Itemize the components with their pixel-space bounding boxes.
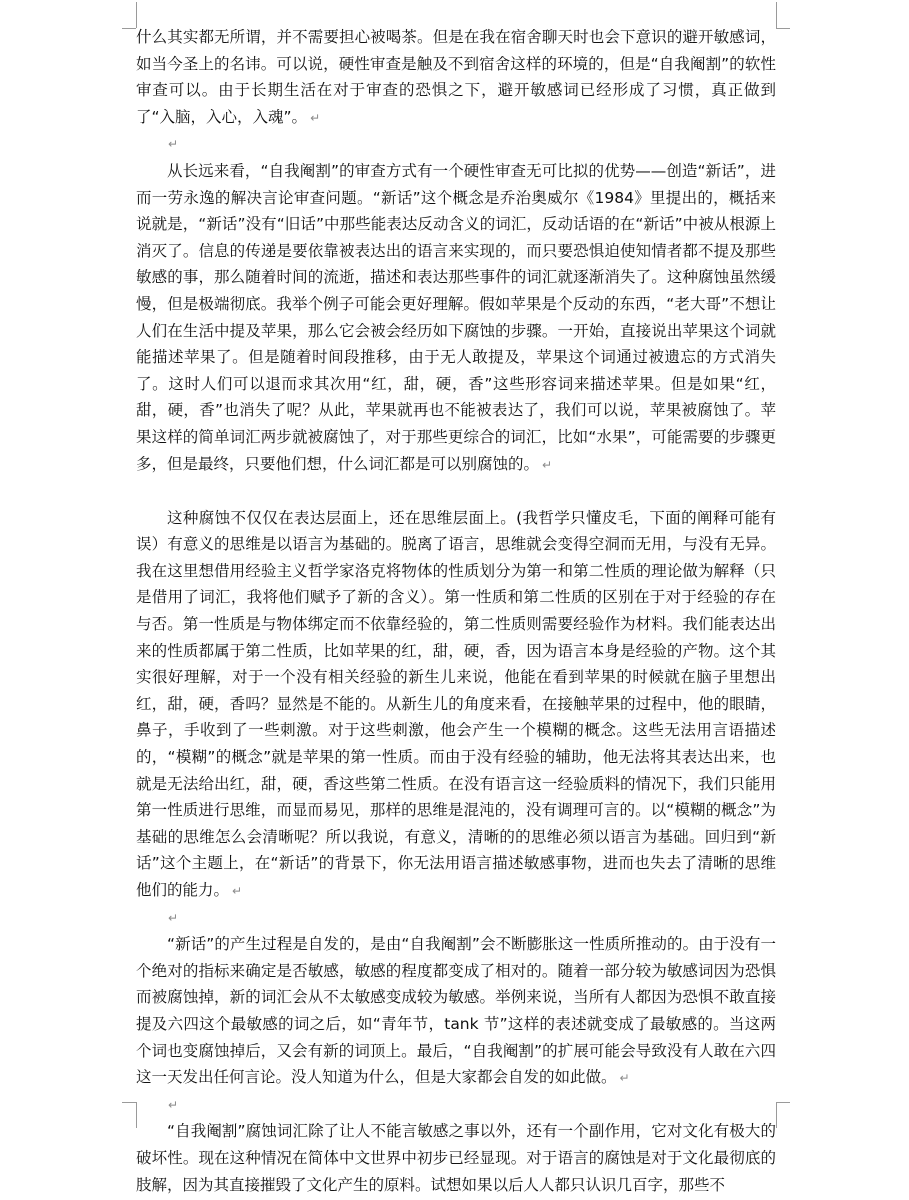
blank-line xyxy=(136,131,776,158)
paragraph-text: “新话”的产生过程是自发的，是由“自我阉割”会不断膨胀这一性质所推动的。由于没有一个绝对的指标来确定是否敏感，敏感的程度都变成了相对的。随着一部分较为敏感词因为恐惧而被腐蚀掉，新的词汇会从不太敏感变成较为敏感。举例来说，当所有人都因为恐惧不敢直接提及六四这个最敏感的词之后，如“青年节，tank 节”这样的表述就变成了最敏感的。当这两个词也变腐蚀掉后，又会有新的词顶上。最后，“自我阉割”的扩展可能会导致没有人敢在六四这一天发出任何言论。没人知道为什么，但是大家都会自发的如此做。 xyxy=(136,935,776,1087)
paragraph-mark-icon: ↵ xyxy=(168,137,179,152)
blank-line xyxy=(136,905,776,932)
paragraph-mark-icon: ↵ xyxy=(168,910,179,925)
blank-line xyxy=(136,478,776,505)
paragraph-mark-icon: ↵ xyxy=(619,1071,630,1086)
paragraph-text: 这种腐蚀不仅仅在表达层面上，还在思维层面上。(我哲学只懂皮毛，下面的阐释可能有误）有意义的思维是以语言为基础的。脱离了语言，思维就会变得空洞而无用，与没有无异。我在这里想借用经验主义哲学家洛克将物体的性质划分为第一和第二性质的理论做为解释（只是借用了词汇，我将他们赋予了新的含义）。第一性质和第二性质的区别在于对于经验的存在与否。第一性质是与物体绑定而不依靠经验的，第二性质则需要经验作为材料。我们能表达出来的性质都属于第二性质，比如苹果的红，甜，硬，香，因为语言本身是经验的产物。这个其实很好理解，对于一个没有相关经验的新生儿来说，他能在看到苹果的时候就在脑子里想出红，甜，硬，香吗？显然是不能的。从新生儿的角度来看，在接触苹果的过程中，他的眼睛，鼻子，手收到了一些刺激。对于这些刺激，他会产生一个模糊的概念。这些无法用言语描述的，“模糊”的概念”就是苹果的第一性质。而由于没有经验的辅助，他无法将其表达出来，也就是无法给出红，甜，硬，香这些第二性质。在没有语言这一经验质料的情况下，我们只能用第一性质进行思维，而显而易见，那样的思维是混沌的，没有调理可言的。以“模糊的概念”为基础的思维怎么会清晰呢？所以我说，有意义，清晰的的思维必须以语言为基础。回归到“新话”这个主题上，在“新话”的背景下，你无法用语言描述敏感事物，进而也失去了清晰的思维他们的能力。 xyxy=(136,508,776,899)
paragraph-text: 什么其实都无所谓，并不需要担心被喝茶。但是在我在宿舍聊天时也会下意识的避开敏感词，如当今圣上的名讳。可以说，硬性审查是触及不到宿舍这样的环境的，但是“自我阉割”的软性审查可以。由于长期生活在对于审查的恐惧之下，避开敏感词已经形成了习惯，真正做到了“入脑，入心，入魂”。 xyxy=(136,28,776,126)
paragraph xyxy=(136,24,776,131)
blank-line xyxy=(136,1092,776,1119)
paragraph-text: 从长远来看，“自我阉割”的审查方式有一个硬性审查无可比拟的优势——创造“新话”，进而一劳永逸的解决言论审查问题。“新话”这个概念是乔治奥威尔《1984》里提出的，概括来说就是，“新话”没有“旧话”中那些能表达反动含义的词汇，反动话语的在“新话”中被从根源上消灭了。信息的传递是要依靠被表达出的语言来实现的，而只要恐惧迫使知情者都不提及那些敏感的事，那么随着时间的流逝，描述和表达那些事件的词汇就逐渐消失了。这种腐蚀虽然缓慢，但是极端彻底。我举个例子可能会更好理解。假如苹果是个反动的东西，“老大哥”不想让人们在生活中提及苹果，那么它会被会经历如下腐蚀的步骤。一开始，直接说出苹果这个词就能描述苹果了。但是随着时间段推移，由于无人敢提及，苹果这个词通过被遗忘的方式消失了。这时人们可以退而求其次用“红，甜，硬，香”这些形容词来描述苹果。但是如果“红，甜，硬，香”也消失了呢？从此，苹果就再也不能被表达了，我们可以说，苹果被腐蚀了。苹果这样的简单词汇两步就被腐蚀了，对于那些更综合的词汇，比如“水果”，可能需要的步骤更多，但是最终，只要他们想，什么词汇都是可以别腐蚀的。 xyxy=(136,161,776,473)
paragraph xyxy=(136,1118,776,1198)
paragraph-mark-icon: ↵ xyxy=(168,1097,179,1112)
paragraph xyxy=(136,158,776,478)
paragraph-text: “自我阉割”腐蚀词汇除了让人不能言敏感之事以外，还有一个副作用，它对文化有极大的破坏性。现在这种情况在简体中文世界中初步已经显现。对于语言的腐蚀是对于文化最彻底的肢解，因为其直接摧毁了文化产生的原料。试想如果以后人人都只认识几百字，那些不 xyxy=(136,1122,776,1194)
paragraph-mark-icon: ↵ xyxy=(310,110,321,125)
paragraph xyxy=(136,505,776,905)
paragraph xyxy=(136,931,776,1092)
paragraph-mark-icon: ↵ xyxy=(232,884,243,898)
paragraph-mark-icon: ↵ xyxy=(542,457,553,472)
document-body xyxy=(136,24,776,1198)
